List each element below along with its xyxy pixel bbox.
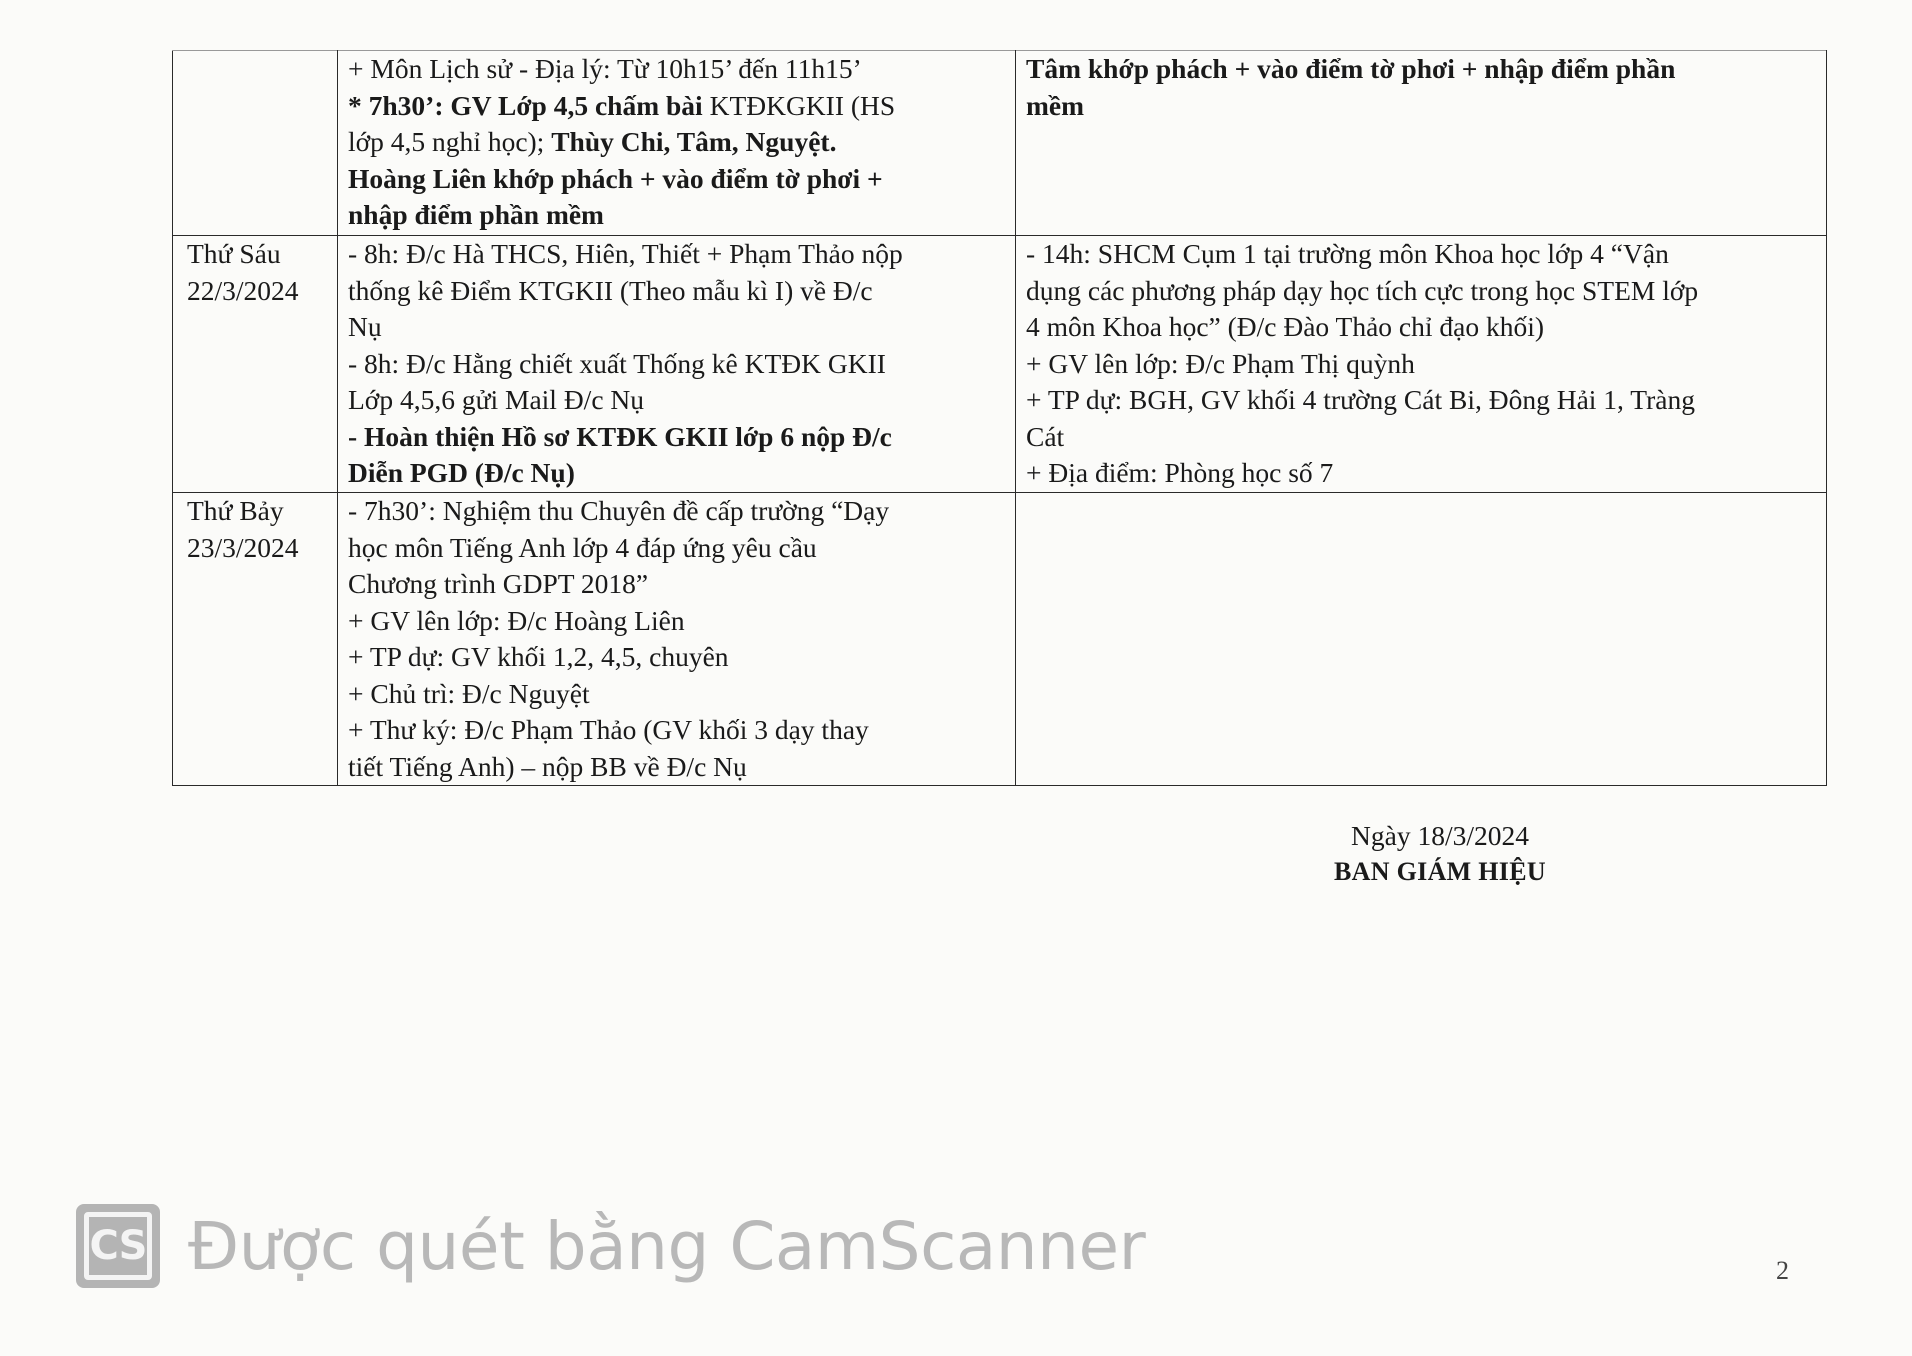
- signature-date: Ngày 18/3/2024: [1351, 820, 1529, 851]
- cell-line: mềm: [1026, 89, 1085, 121]
- cell-line: thống kê Điểm KTGKII (Theo mẫu kì I) về Đ/c: [348, 274, 873, 306]
- cell-line: tiết Tiếng Anh) – nộp BB về Đ/c Nụ: [348, 750, 747, 782]
- cell-line: Hoàng Liên khớp phách + vào điểm tờ phơi +: [348, 162, 883, 194]
- camscanner-logo-text: CS: [84, 1212, 152, 1280]
- cell-line: [348, 88, 1005, 125]
- cell-line: - 8h: Đ/c Hằng chiết xuất Thống kê KTĐK GKII: [348, 347, 886, 379]
- cell-line: + Môn Lịch sử - Địa lý: Từ 10h15’ đến 11h15’: [348, 53, 862, 84]
- day-cell: [173, 236, 338, 493]
- cell-line: dụng các phương pháp dạy học tích cực trong học STEM lớp: [1026, 274, 1699, 306]
- cell-line: Diễn PGD (Đ/c Nụ): [348, 457, 575, 488]
- cell-line: + Chủ trì: Đ/c Nguyệt: [348, 677, 590, 709]
- cell-line: + TP dự: GV khối 1,2, 4,5, chuyên: [348, 641, 729, 672]
- day-cell: [173, 493, 338, 786]
- table-row: [173, 493, 1827, 786]
- afternoon-cell: [1016, 51, 1827, 236]
- cell-line: - 14h: SHCM Cụm 1 tại trường môn Khoa học lớp 4 “Vận: [1026, 238, 1669, 269]
- cell-line: - 7h30’: Nghiệm thu Chuyên đề cấp trường “Dạy: [348, 495, 890, 526]
- cell-line: + Thư ký: Đ/c Phạm Thảo (GV khối 3 dạy thay: [348, 714, 869, 745]
- cell-line: + GV lên lớp: Đ/c Hoàng Liên: [348, 604, 685, 636]
- signature-block: [1310, 818, 1570, 890]
- schedule-table: [172, 50, 1827, 786]
- cell-line-regular: lớp 4,5 nghỉ học);: [348, 126, 552, 157]
- cell-line: Tâm khớp phách + vào điểm tờ phơi + nhập điểm phần: [1026, 53, 1676, 84]
- cell-line: + TP dự: BGH, GV khối 4 trường Cát Bi, Đông Hải 1, Tràng: [1026, 384, 1695, 415]
- cell-line: + Địa điểm: Phòng học số 7: [1026, 457, 1334, 488]
- cell-line-tail: KTĐKGKII (HS: [709, 89, 896, 121]
- day-name: Thứ Sáu: [187, 238, 281, 269]
- page-number: 2: [1776, 1256, 1789, 1285]
- morning-cell: [338, 493, 1016, 786]
- table-row: [173, 236, 1827, 493]
- signature-org: BAN GIÁM HIỆU: [1334, 857, 1546, 886]
- cell-line: Chương trình GDPT 2018”: [348, 568, 649, 599]
- day-cell: [173, 51, 338, 236]
- cell-line: [348, 124, 1005, 161]
- cell-line: + GV lên lớp: Đ/c Phạm Thị quỳnh: [1026, 347, 1415, 379]
- morning-cell: [338, 51, 1016, 236]
- cell-line: Cát: [1026, 420, 1065, 452]
- cell-line: - Hoàn thiện Hồ sơ KTĐK GKII lớp 6 nộp Đ/c: [348, 420, 892, 452]
- camscanner-text: Được quét bằng CamScanner: [188, 1207, 1146, 1285]
- cell-line: Nụ: [348, 311, 382, 342]
- cell-line-tail-bold: Thùy Chi, Tâm, Nguyệt.: [551, 126, 837, 157]
- cell-line-bold: * 7h30’: GV Lớp 4,5 chấm bài: [348, 89, 710, 121]
- cell-line: 4 môn Khoa học” (Đ/c Đào Thảo chỉ đạo khối): [1026, 311, 1545, 342]
- morning-cell: [338, 236, 1016, 493]
- day-name: Thứ Bảy: [187, 495, 284, 526]
- table-row: [173, 51, 1827, 236]
- camscanner-watermark: [76, 1204, 1145, 1288]
- cell-line: - 8h: Đ/c Hà THCS, Hiên, Thiết + Phạm Thảo nộp: [348, 238, 903, 269]
- afternoon-cell: [1016, 493, 1827, 786]
- afternoon-cell: [1016, 236, 1827, 493]
- day-date: 22/3/2024: [187, 274, 299, 306]
- camscanner-logo-icon: [76, 1204, 160, 1288]
- cell-line: học môn Tiếng Anh lớp 4 đáp ứng yêu cầu: [348, 531, 817, 563]
- cell-line: Lớp 4,5,6 gửi Mail Đ/c Nụ: [348, 384, 645, 415]
- day-date: 23/3/2024: [187, 531, 299, 563]
- cell-line: nhập điểm phần mềm: [348, 199, 604, 230]
